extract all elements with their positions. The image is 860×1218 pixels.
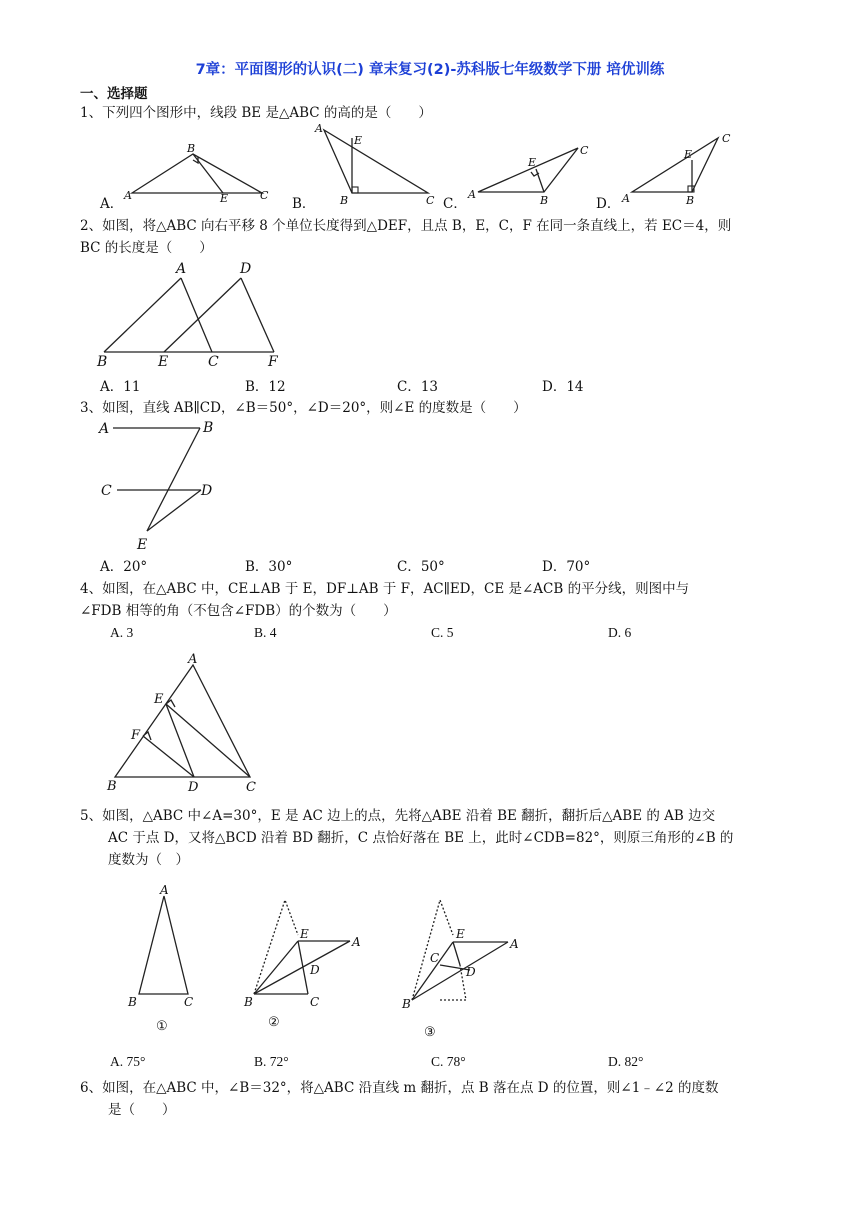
- svg-text:B: B: [107, 779, 117, 794]
- svg-text:A: A: [622, 192, 630, 205]
- svg-text:A: A: [188, 652, 198, 667]
- q4-option-b[interactable]: B. 4: [254, 625, 277, 640]
- svg-text:D: D: [188, 780, 199, 795]
- svg-text:D: D: [201, 483, 213, 499]
- q2-option-c[interactable]: C．13: [397, 379, 439, 395]
- q4-figure: [100, 650, 270, 795]
- svg-text:C: C: [246, 780, 256, 795]
- q3-option-c[interactable]: C．50°: [397, 559, 445, 575]
- svg-text:F: F: [268, 354, 278, 370]
- svg-text:A: A: [315, 122, 323, 135]
- label-e: E: [220, 192, 229, 204]
- label-c: C: [260, 189, 269, 202]
- svg-text:C: C: [101, 483, 112, 499]
- svg-text:D: D: [240, 261, 252, 277]
- q3-option-a[interactable]: A．20°: [100, 559, 148, 575]
- svg-text:A: A: [99, 421, 110, 437]
- question-6-stem-line1: 6、如图，在△ABC 中，∠B＝32°，将△ABC 沿直线 m 翻折，点 B 落在点 D 的位置，则∠1﹣∠2 的度数: [80, 1080, 719, 1096]
- svg-text:D: D: [310, 963, 320, 977]
- q5-figure-2: [240, 890, 370, 1035]
- q1-figure-a: [110, 138, 280, 204]
- question-5-stem-line3: 度数为（ ）: [108, 852, 189, 868]
- svg-text:A: A: [510, 937, 519, 951]
- q1-figure-d: [618, 128, 743, 208]
- q5-figure-1: [120, 882, 210, 1032]
- q3-option-d[interactable]: D．70°: [542, 559, 591, 575]
- svg-text:B: B: [244, 995, 253, 1009]
- q5-option-d[interactable]: D. 82°: [608, 1054, 644, 1069]
- svg-text:E: E: [154, 692, 164, 707]
- svg-text:B: B: [203, 420, 214, 436]
- svg-text:③: ③: [424, 1025, 436, 1040]
- q5-option-a[interactable]: A. 75°: [110, 1054, 146, 1069]
- q4-option-d[interactable]: D. 6: [608, 625, 632, 640]
- svg-text:E: E: [684, 148, 693, 161]
- svg-text:E: E: [528, 156, 537, 169]
- svg-text:C: C: [310, 995, 320, 1009]
- q1-figure-b: [310, 120, 440, 208]
- q4-option-c[interactable]: C. 5: [431, 625, 454, 640]
- question-4-stem-line1: 4、如图，在△ABC 中，CE⊥AB 于 E，DF⊥AB 于 F，AC∥ED，CE 是∠ACB 的平分线，则图中与: [80, 581, 690, 597]
- svg-text:B: B: [402, 997, 411, 1011]
- q2-option-b[interactable]: B．12: [245, 379, 286, 395]
- svg-text:C: C: [184, 995, 194, 1009]
- page-title: 7章：平面图形的认识(二) 章末复习(2)-苏科版七年级数学下册 培优训练: [195, 62, 665, 78]
- q3-option-b[interactable]: B．30°: [245, 559, 293, 575]
- svg-text:E: E: [354, 134, 363, 147]
- svg-text:②: ②: [268, 1015, 280, 1030]
- svg-text:E: E: [137, 537, 148, 553]
- svg-text:B: B: [340, 194, 349, 207]
- q1-option-b[interactable]: B．: [292, 196, 316, 212]
- label-b: B: [187, 142, 196, 155]
- q1-option-c[interactable]: C．: [443, 196, 467, 212]
- q5-figure-3: [400, 890, 530, 1040]
- svg-text:A: A: [176, 261, 187, 277]
- svg-text:B: B: [97, 354, 108, 370]
- svg-text:C: C: [426, 194, 435, 207]
- svg-text:C: C: [208, 354, 219, 370]
- q1-option-d[interactable]: D．: [596, 196, 621, 212]
- svg-text:D: D: [466, 965, 476, 979]
- question-5-stem-line2: AC 于点 D，又将△BCD 沿着 BD 翻折，C 点恰好落在 BE 上，此时∠CDB=82°，则原三角形的∠B 的: [108, 830, 734, 846]
- q1-option-a[interactable]: A．: [100, 196, 124, 212]
- question-3-stem: 3、如图，直线 AB∥CD，∠B＝50°，∠D＝20°，则∠E 的度数是（ ）: [80, 400, 527, 416]
- svg-text:E: E: [456, 927, 465, 941]
- svg-text:A: A: [160, 883, 169, 897]
- q5-option-b[interactable]: B. 72°: [254, 1054, 289, 1069]
- q5-option-c[interactable]: C. 78°: [431, 1054, 466, 1069]
- q2-figure: [92, 258, 292, 370]
- question-2-stem-line2: BC 的长度是（ ）: [80, 240, 213, 256]
- svg-text:①: ①: [156, 1019, 168, 1032]
- svg-text:E: E: [158, 354, 169, 370]
- svg-text:A: A: [468, 188, 476, 201]
- svg-text:C: C: [430, 951, 440, 965]
- svg-text:B: B: [686, 194, 695, 207]
- question-1-stem: 1、下列四个图形中，线段 BE 是△ABC 的高的是（ ）: [80, 105, 432, 121]
- q3-figure: [95, 415, 225, 555]
- question-4-stem-line2: ∠FDB 相等的角（不包含∠FDB）的个数为（ ）: [80, 603, 397, 619]
- q2-option-a[interactable]: A．11: [100, 379, 141, 395]
- svg-text:E: E: [300, 927, 309, 941]
- section-heading: 一、选择题: [80, 86, 148, 102]
- svg-text:C: C: [580, 144, 589, 157]
- svg-text:B: B: [540, 194, 549, 207]
- label-a: A: [124, 189, 132, 202]
- svg-text:B: B: [128, 995, 137, 1009]
- svg-text:C: C: [722, 132, 731, 145]
- svg-text:A: A: [352, 935, 361, 949]
- svg-text:F: F: [131, 728, 141, 743]
- q1-figure-c: [460, 140, 595, 208]
- question-5-stem-line1: 5、如图，△ABC 中∠A=30°，E 是 AC 边上的点，先将△ABE 沿着 BE 翻折，翻折后△ABE 的 AB 边交: [80, 808, 716, 824]
- question-6-stem-line2: 是（ ）: [108, 1102, 176, 1118]
- q2-option-d[interactable]: D．14: [542, 379, 584, 395]
- q4-option-a[interactable]: A. 3: [110, 625, 134, 640]
- question-2-stem-line1: 2、如图，将△ABC 向右平移 8 个单位长度得到△DEF，且点 B，E，C，F 在同一条直线上，若 EC＝4，则: [80, 218, 732, 234]
